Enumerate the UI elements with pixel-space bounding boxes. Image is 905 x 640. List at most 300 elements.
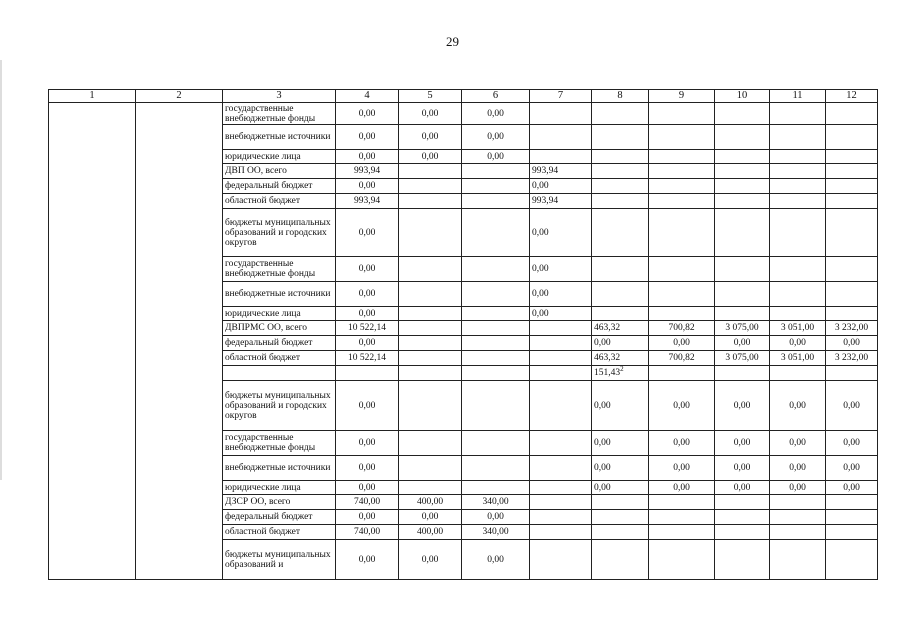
value-cell [826, 366, 878, 381]
value-cell [826, 321, 878, 336]
value-cell [462, 381, 530, 431]
value-cell [649, 540, 715, 580]
value-cell [770, 456, 826, 481]
value-cell [336, 282, 399, 307]
row-label: государственные внебюджетные фонды [223, 103, 336, 125]
value-text: 0,00 [487, 512, 504, 522]
value-cell [592, 351, 649, 366]
value-cell [336, 321, 399, 336]
value-cell [649, 495, 715, 510]
value-cell [462, 150, 530, 164]
row-label: федеральный бюджет [223, 336, 336, 351]
value-text: 0,00 [358, 108, 376, 119]
value-cell [770, 366, 826, 381]
value-cell [592, 366, 649, 381]
value-cell [336, 456, 399, 481]
value-text: 0,00 [421, 132, 439, 142]
value-cell [336, 194, 399, 209]
value-cell [592, 321, 649, 336]
value-text: 3 075,00 [725, 353, 759, 363]
value-cell [649, 336, 715, 351]
value-text: 740,00 [353, 497, 381, 507]
value-text: 0,00 [733, 463, 751, 473]
row-label: ДВП ОО, всего [223, 164, 336, 179]
value-cell [715, 307, 770, 321]
value-cell [715, 510, 770, 525]
value-text: 0,00 [673, 482, 690, 493]
value-text: 0,00 [532, 264, 549, 274]
value-cell [592, 194, 649, 209]
row-label [223, 366, 336, 381]
value-cell [530, 525, 592, 540]
value-cell [826, 351, 878, 366]
value-text: 0,00 [532, 289, 549, 299]
value-text: 0,00 [789, 338, 806, 348]
value-cell [399, 510, 462, 525]
value-cell [336, 164, 399, 179]
value-cell [462, 257, 530, 282]
value-cell [592, 307, 649, 321]
value-text: 10 522,14 [348, 323, 386, 333]
value-cell [336, 351, 399, 366]
value-cell [826, 209, 878, 257]
value-text: 0,00 [358, 227, 376, 238]
value-cell [649, 179, 715, 194]
value-text: 0,00 [594, 438, 611, 448]
value-cell [592, 540, 649, 580]
value-cell [592, 103, 649, 125]
value-text: 0,00 [358, 308, 376, 319]
value-cell [336, 431, 399, 456]
value-text: 0,00 [358, 438, 376, 448]
value-cell [399, 150, 462, 164]
value-cell [462, 525, 530, 540]
value-cell [399, 209, 462, 257]
row-label: юридические лица [223, 481, 336, 495]
value-cell [649, 257, 715, 282]
value-cell [462, 510, 530, 525]
value-cell [462, 456, 530, 481]
value-cell [770, 336, 826, 351]
value-cell [462, 164, 530, 179]
value-cell [770, 257, 826, 282]
value-text: 0,00 [733, 338, 751, 348]
value-text: 0,00 [843, 400, 860, 411]
value-cell [530, 381, 592, 431]
value-cell [399, 103, 462, 125]
value-text: 0,00 [594, 400, 611, 411]
value-cell [715, 321, 770, 336]
row-label: областной бюджет [223, 194, 336, 209]
value-cell [770, 495, 826, 510]
value-cell [826, 381, 878, 431]
value-text: 0,00 [358, 181, 376, 191]
value-text: 0,00 [594, 463, 611, 473]
page-number: 29 [446, 34, 459, 49]
row-label: внебюджетные источники [223, 282, 336, 307]
value-cell [462, 179, 530, 194]
value-text: 0,00 [421, 151, 439, 162]
value-cell [592, 495, 649, 510]
table-body [49, 103, 878, 580]
value-cell [399, 321, 462, 336]
value-cell [649, 103, 715, 125]
value-cell [649, 194, 715, 209]
value-cell [649, 381, 715, 431]
value-text: 3 051,00 [780, 353, 815, 363]
value-text: 0,00 [358, 463, 376, 473]
value-cell [770, 351, 826, 366]
value-cell [399, 194, 462, 209]
value-cell [530, 456, 592, 481]
value-text: 0,00 [532, 308, 549, 319]
row-label: государственные внебюджетные фонды [223, 431, 336, 456]
value-cell [715, 125, 770, 150]
value-cell [336, 307, 399, 321]
value-cell [649, 125, 715, 150]
value-cell [336, 366, 399, 381]
value-cell [592, 381, 649, 431]
value-cell [592, 431, 649, 456]
value-cell [649, 321, 715, 336]
value-cell [399, 351, 462, 366]
value-cell [649, 431, 715, 456]
row-label: ДВПРМС ОО, всего [223, 321, 336, 336]
value-cell [770, 164, 826, 179]
value-cell [530, 150, 592, 164]
column-2-cell [136, 103, 223, 580]
value-cell [336, 125, 399, 150]
scan-edge [0, 60, 2, 480]
value-text: 0,00 [843, 463, 860, 473]
value-cell [530, 510, 592, 525]
value-cell [399, 381, 462, 431]
value-cell [336, 510, 399, 525]
value-cell [826, 510, 878, 525]
value-cell [715, 150, 770, 164]
value-cell [462, 495, 530, 510]
value-cell [715, 495, 770, 510]
value-cell [715, 282, 770, 307]
value-text: 340,00 [482, 497, 509, 507]
value-cell [399, 366, 462, 381]
value-cell [826, 164, 878, 179]
row-label: федеральный бюджет [223, 179, 336, 194]
value-cell [770, 179, 826, 194]
row-label: внебюджетные источники [223, 125, 336, 150]
value-cell [826, 282, 878, 307]
value-text: 0,00 [358, 554, 376, 565]
value-cell [649, 307, 715, 321]
value-cell [336, 336, 399, 351]
value-text: 700,82 [668, 353, 695, 363]
row-label: федеральный бюджет [223, 510, 336, 525]
value-cell [826, 194, 878, 209]
value-cell [462, 307, 530, 321]
value-cell [399, 179, 462, 194]
value-cell [399, 307, 462, 321]
value-cell [715, 194, 770, 209]
column-header: 4 [336, 90, 399, 103]
value-cell [462, 209, 530, 257]
value-cell [530, 321, 592, 336]
value-cell [649, 510, 715, 525]
value-cell [649, 366, 715, 381]
value-cell [530, 209, 592, 257]
value-cell [462, 282, 530, 307]
value-text: 0,00 [358, 512, 376, 522]
footnote-marker: 2 [620, 364, 624, 373]
value-text: 10 522,14 [348, 353, 386, 363]
value-cell [826, 125, 878, 150]
value-cell [336, 481, 399, 495]
value-cell [399, 495, 462, 510]
value-text: 3 232,00 [834, 353, 869, 363]
value-cell [462, 481, 530, 495]
value-cell [336, 179, 399, 194]
value-cell [715, 481, 770, 495]
value-cell [770, 194, 826, 209]
row-label: государственные внебюджетные фонды [223, 257, 336, 282]
value-cell [715, 179, 770, 194]
column-1-cell [49, 103, 136, 580]
value-text: 993,94 [532, 196, 559, 206]
value-text: 0,00 [532, 227, 549, 238]
value-cell [336, 209, 399, 257]
value-text: 0,00 [789, 438, 806, 448]
value-text: 0,00 [487, 132, 504, 142]
value-cell [530, 481, 592, 495]
value-cell [715, 257, 770, 282]
value-cell [530, 257, 592, 282]
value-cell [592, 164, 649, 179]
value-cell [649, 481, 715, 495]
value-cell [826, 307, 878, 321]
row-label: областной бюджет [223, 351, 336, 366]
value-cell [715, 336, 770, 351]
value-cell [826, 540, 878, 580]
row-label: ДЗСР ОО, всего [223, 495, 336, 510]
value-text: 993,94 [353, 196, 381, 206]
value-cell [770, 321, 826, 336]
value-cell [715, 164, 770, 179]
value-cell [715, 431, 770, 456]
value-cell [826, 495, 878, 510]
value-cell [530, 307, 592, 321]
value-cell [715, 103, 770, 125]
value-cell [649, 164, 715, 179]
value-text: 0,00 [673, 438, 690, 448]
value-text: 0,00 [673, 400, 690, 411]
value-text: 0,00 [789, 482, 806, 493]
value-text: 0,00 [532, 181, 549, 191]
column-header: 12 [826, 90, 878, 103]
value-text: 0,00 [487, 554, 504, 565]
value-text: 0,00 [733, 400, 751, 411]
value-cell [462, 336, 530, 351]
value-text: 740,00 [353, 527, 381, 537]
value-cell [592, 456, 649, 481]
value-cell [715, 366, 770, 381]
value-cell [770, 150, 826, 164]
value-text: 0,00 [487, 108, 504, 119]
value-cell [530, 351, 592, 366]
value-cell [770, 525, 826, 540]
value-cell [649, 282, 715, 307]
value-text: 0,00 [789, 400, 806, 411]
value-cell [649, 150, 715, 164]
value-cell [530, 164, 592, 179]
value-cell [336, 381, 399, 431]
value-cell [462, 351, 530, 366]
value-cell [462, 321, 530, 336]
value-cell [399, 431, 462, 456]
value-cell [826, 103, 878, 125]
value-cell [530, 495, 592, 510]
value-cell [336, 540, 399, 580]
value-cell [530, 179, 592, 194]
value-text: 993,94 [353, 166, 381, 176]
row-label: областной бюджет [223, 525, 336, 540]
value-text: 0,00 [733, 482, 751, 493]
row-label: юридические лица [223, 307, 336, 321]
value-cell [530, 103, 592, 125]
value-cell [826, 525, 878, 540]
value-cell [715, 456, 770, 481]
value-cell [592, 209, 649, 257]
column-header: 10 [715, 90, 770, 103]
value-text: 0,00 [358, 132, 376, 142]
value-cell [770, 282, 826, 307]
value-text: 0,00 [358, 338, 376, 348]
column-header: 9 [649, 90, 715, 103]
value-text: 0,00 [733, 438, 751, 448]
value-cell [770, 103, 826, 125]
value-text: 0,00 [487, 151, 504, 162]
value-cell [592, 336, 649, 351]
budget-table [48, 89, 878, 580]
value-cell [462, 431, 530, 456]
value-cell [336, 150, 399, 164]
value-cell [399, 282, 462, 307]
value-cell [336, 103, 399, 125]
value-cell [592, 125, 649, 150]
value-cell [530, 125, 592, 150]
value-text: 3 075,00 [725, 323, 759, 333]
value-cell [336, 495, 399, 510]
value-cell [826, 456, 878, 481]
column-header: 5 [399, 90, 462, 103]
value-cell [399, 125, 462, 150]
column-header: 11 [770, 90, 826, 103]
value-cell [826, 336, 878, 351]
value-text: 0,00 [843, 438, 860, 448]
value-cell [592, 257, 649, 282]
column-header: 6 [462, 90, 530, 103]
row-label: бюджеты муниципальных образований и [223, 540, 336, 580]
value-cell [826, 150, 878, 164]
value-text: 0,00 [421, 554, 439, 565]
value-cell [649, 525, 715, 540]
value-text: 3 232,00 [834, 323, 869, 333]
value-text: 340,00 [482, 527, 509, 537]
value-cell [826, 257, 878, 282]
value-text: 400,00 [416, 497, 444, 507]
value-cell [770, 431, 826, 456]
value-cell [826, 179, 878, 194]
value-cell [649, 456, 715, 481]
value-text: 0,00 [358, 264, 376, 274]
value-text: 463,32 [594, 323, 621, 333]
value-cell [399, 336, 462, 351]
value-text: 0,00 [421, 108, 439, 119]
value-text: 151,43 [594, 368, 621, 378]
value-cell [592, 510, 649, 525]
column-header: 1 [49, 90, 136, 103]
value-cell [715, 351, 770, 366]
header-row [49, 90, 878, 103]
value-cell [715, 540, 770, 580]
value-cell [715, 209, 770, 257]
value-cell [462, 125, 530, 150]
value-text: 0,00 [358, 151, 376, 162]
value-text: 0,00 [358, 289, 376, 299]
value-cell [592, 525, 649, 540]
value-cell [336, 525, 399, 540]
value-cell [770, 307, 826, 321]
value-cell [530, 540, 592, 580]
value-cell [592, 150, 649, 164]
value-cell [770, 209, 826, 257]
value-cell [530, 282, 592, 307]
value-cell [530, 194, 592, 209]
value-text: 0,00 [673, 338, 690, 348]
column-header: 2 [136, 90, 223, 103]
table-row [49, 103, 878, 125]
value-cell [826, 431, 878, 456]
value-text: 700,82 [668, 323, 695, 333]
value-cell [399, 540, 462, 580]
column-header: 7 [530, 90, 592, 103]
row-label: бюджеты муниципальных образований и городских округов [223, 381, 336, 431]
value-text: 0,00 [673, 463, 690, 473]
value-text: 0,00 [843, 482, 860, 493]
value-text: 3 051,00 [780, 323, 815, 333]
value-text: 0,00 [594, 482, 611, 493]
value-text: 400,00 [416, 527, 444, 537]
value-cell [770, 381, 826, 431]
value-cell [715, 525, 770, 540]
value-cell [649, 351, 715, 366]
value-cell [826, 481, 878, 495]
value-cell [592, 179, 649, 194]
value-cell [399, 525, 462, 540]
value-text: 0,00 [594, 338, 611, 348]
value-cell [770, 540, 826, 580]
column-header: 3 [223, 90, 336, 103]
value-cell [530, 366, 592, 381]
row-label: бюджеты муниципальных образований и городских округов [223, 209, 336, 257]
value-text: 993,94 [532, 166, 559, 176]
value-text: 0,00 [789, 463, 806, 473]
value-cell [530, 336, 592, 351]
row-label: юридические лица [223, 150, 336, 164]
value-cell [399, 456, 462, 481]
value-cell [649, 209, 715, 257]
value-cell [462, 194, 530, 209]
value-text: 0,00 [358, 400, 376, 411]
value-cell [592, 481, 649, 495]
